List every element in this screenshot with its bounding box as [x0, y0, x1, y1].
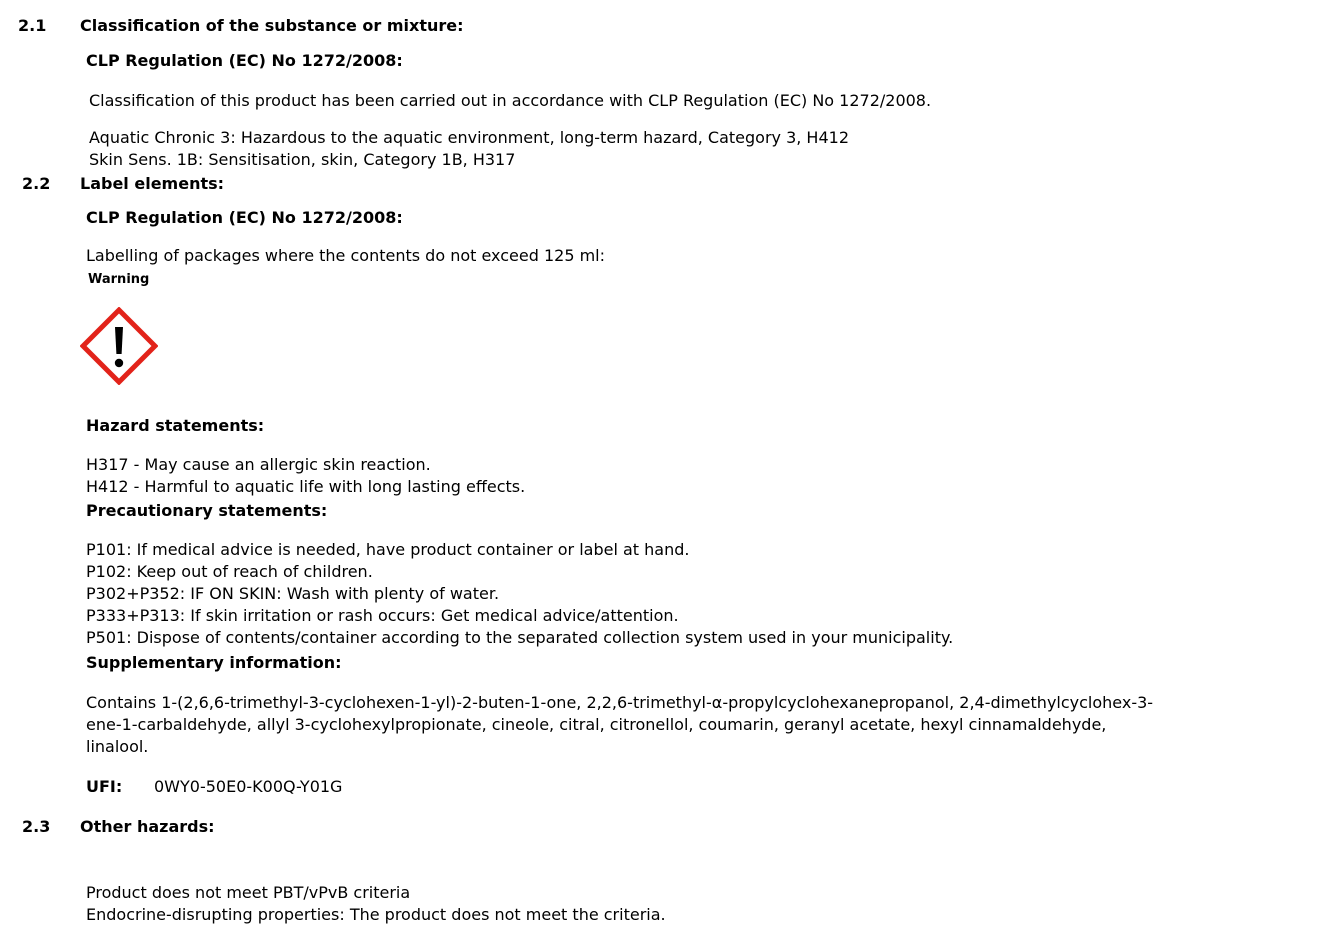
clp-text-2-1: Classification of this product has been carried out in accordance with CLP Regulation (EC) No 1272/2008.	[89, 91, 932, 110]
supplementary-information-heading: Supplementary information:	[86, 653, 342, 672]
other-hazards-line: Endocrine-disrupting properties: The product does not meet the criteria.	[86, 905, 666, 924]
clp-heading-2-1: CLP Regulation (EC) No 1272/2008:	[86, 51, 403, 70]
section-title-2-2: Label elements:	[80, 174, 225, 193]
hazard-statements-heading: Hazard statements:	[86, 416, 265, 435]
precautionary-statement: P102: Keep out of reach of children.	[86, 562, 373, 581]
signal-word: Warning	[88, 272, 150, 287]
supplementary-text-line: linalool.	[86, 737, 149, 756]
precautionary-statement: P101: If medical advice is needed, have product container or label at hand.	[86, 540, 690, 559]
section-number-2-3: 2.3	[22, 817, 51, 836]
classification-line: Skin Sens. 1B: Sensitisation, skin, Category 1B, H317	[89, 150, 516, 169]
supplementary-text-line: ene-1-carbaldehyde, allyl 3-cyclohexylpropionate, cineole, citral, citronellol, coumarin, geranyl acetate, hexyl cinnamaldehyde,	[86, 715, 1107, 734]
precautionary-statements-heading: Precautionary statements:	[86, 501, 328, 520]
labelling-text: Labelling of packages where the contents do not exceed 125 ml:	[86, 246, 606, 265]
section-title-2-1: Classification of the substance or mixture:	[80, 16, 464, 35]
section-number-2-2: 2.2	[22, 174, 51, 193]
hazard-statement: H317 - May cause an allergic skin reaction.	[86, 455, 431, 474]
precautionary-statement: P501: Dispose of contents/container according to the separated collection system used in your municipality.	[86, 628, 954, 647]
other-hazards-line: Product does not meet PBT/vPvB criteria	[86, 883, 411, 902]
ufi-value: 0WY0-50E0-K00Q-Y01G	[154, 777, 343, 796]
precautionary-statement: P302+P352: IF ON SKIN: Wash with plenty of water.	[86, 584, 500, 603]
section-number-2-1: 2.1	[18, 16, 47, 35]
precautionary-statement: P333+P313: If skin irritation or rash occurs: Get medical advice/attention.	[86, 606, 679, 625]
clp-heading-2-2: CLP Regulation (EC) No 1272/2008:	[86, 208, 403, 227]
supplementary-text-line: Contains 1-(2,6,6-trimethyl-3-cyclohexen-1-yl)-2-buten-1-one, 2,2,6-trimethyl-α-propylcyclohexanepropanol, 2,4-dimethylcyclohex-3-	[86, 693, 1154, 712]
exclamation-mark-hazard-icon	[80, 307, 158, 385]
classification-line: Aquatic Chronic 3: Hazardous to the aquatic environment, long-term hazard, Category 3, H412	[89, 128, 849, 147]
section-title-2-3: Other hazards:	[80, 817, 215, 836]
hazard-statement: H412 - Harmful to aquatic life with long lasting effects.	[86, 477, 526, 496]
ufi-label: UFI:	[86, 777, 123, 796]
